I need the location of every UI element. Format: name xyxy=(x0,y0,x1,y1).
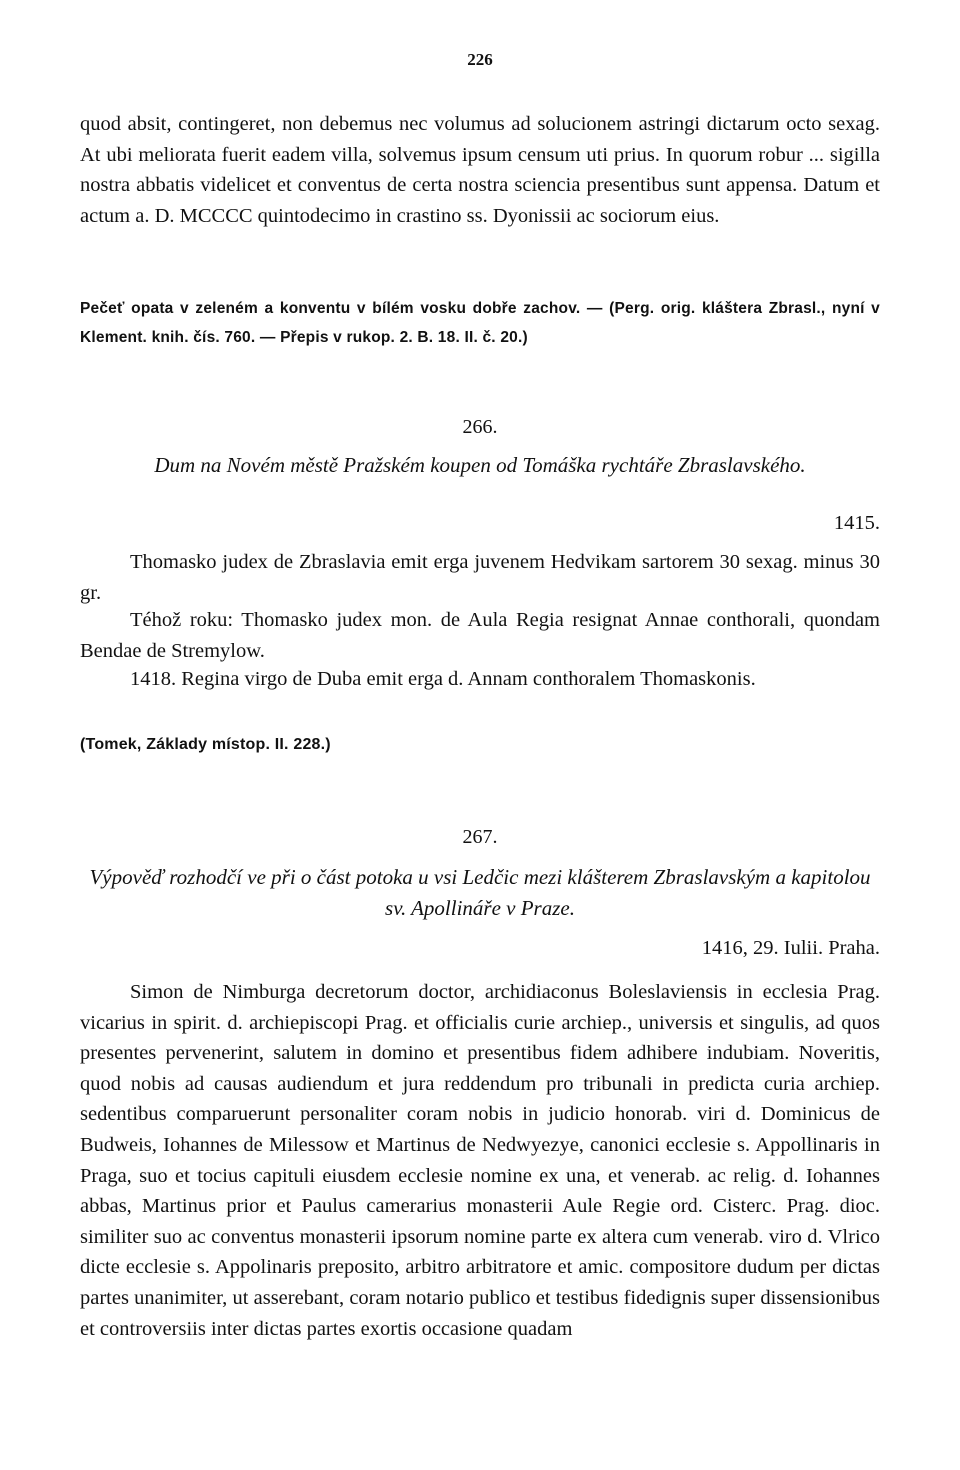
document-date-267: 1416, 29. Iulii. Praha. xyxy=(701,937,880,959)
document-date-266: 1415. xyxy=(833,512,880,534)
doc266-paragraph-2: Téhož roku: Thomasko judex mon. de Aula Regia resignat Annae conthorali, quondam Bendae de Stremylow. xyxy=(80,609,880,662)
doc267-body: Simon de Nimburga decretorum doctor, archidiaconus Boleslaviensis in ecclesia Prag. vicarius in spirit. d. archiepiscopi Prag. et officialis curie archiep., universis et singulis, ad quos presentes pervenerint, salutem in domino et presentibus fidem adhibere indubiam. Noveritis, quod nobis ad causas audiendum et jura reddendum pro tribunali in predicta curia archiep. sedentibus comparuerunt personaliter coram nobis in judicio honorab. viri d. Dominicus de Budweis, Iohannes de Milessow et Martinus de Nedwyezye, canonici ecclesie s. Appollinaris in Praga, suo et tocius capituli eiusdem ecclesie nomine ex una, et venerab. ac relig. d. Iohannes abbas, Martinus prior et Paulus camerarius monasterii Aule Regie ord. Cisterc. Prag. dioc. similiter suo ac conventus monasterii ipsorum nomine parte ex altera cum venerab. viro d. Vlrico dicte ecclesie s. Appolinaris preposito, arbitro arbitratore et amic. compositore dudum per dictas partes unanimiter, ut asserebant, coram notario publico et testibus fidedignis super dissensionibus et controversiis inter dictas partes exortis occasione quadam xyxy=(80,981,880,1340)
seal-note: Pečeť opata v zeleném a konventu v bílém vosku dobře zachov. — (Perg. orig. kláštera Zbrasl., nyní v Klement. knih. čís. 760. — Přepis v rukop. 2. B. 18. II. č. 20.) xyxy=(80,300,880,346)
document-title-267: Výpověď rozhodčí ve při o část potoka u vsi Ledčic mezi klášterem Zbraslavským a kapitolou sv. Apollináře v Praze. xyxy=(89,865,871,920)
doc266-source-note: (Tomek, Základy místop. II. 228.) xyxy=(80,736,331,753)
document-title-266: Dum na Novém městě Pražském koupen od Tomáška rychtáře Zbraslavského. xyxy=(154,453,806,477)
paragraph-continuation: quod absit, contingeret, non debemus nec volumus ad solucionem astringi dictarum octo sexag. At ubi meliorata fuerit eadem villa, solvemus ipsum censum uti prius. In quorum robur ... sigilla nostra abbatis videlicet et conventus de certa nostra sciencia presentibus sunt appensa. Datum et actum a. D. MCCCC quintodecimo in crastino ss. Dyonissii ac sociorum eius. xyxy=(80,113,880,227)
doc266-paragraph-1: Thomasko judex de Zbraslavia emit erga juvenem Hedvikam sartorem 30 sexag. minus 30 gr. xyxy=(80,551,880,604)
doc266-paragraph-3: 1418. Regina virgo de Duba emit erga d. Annam conthoralem Thomaskonis. xyxy=(130,668,756,690)
document-number-266: 266. xyxy=(462,416,498,438)
page-number: 226 xyxy=(467,50,493,69)
document-number-267: 267. xyxy=(462,826,498,848)
